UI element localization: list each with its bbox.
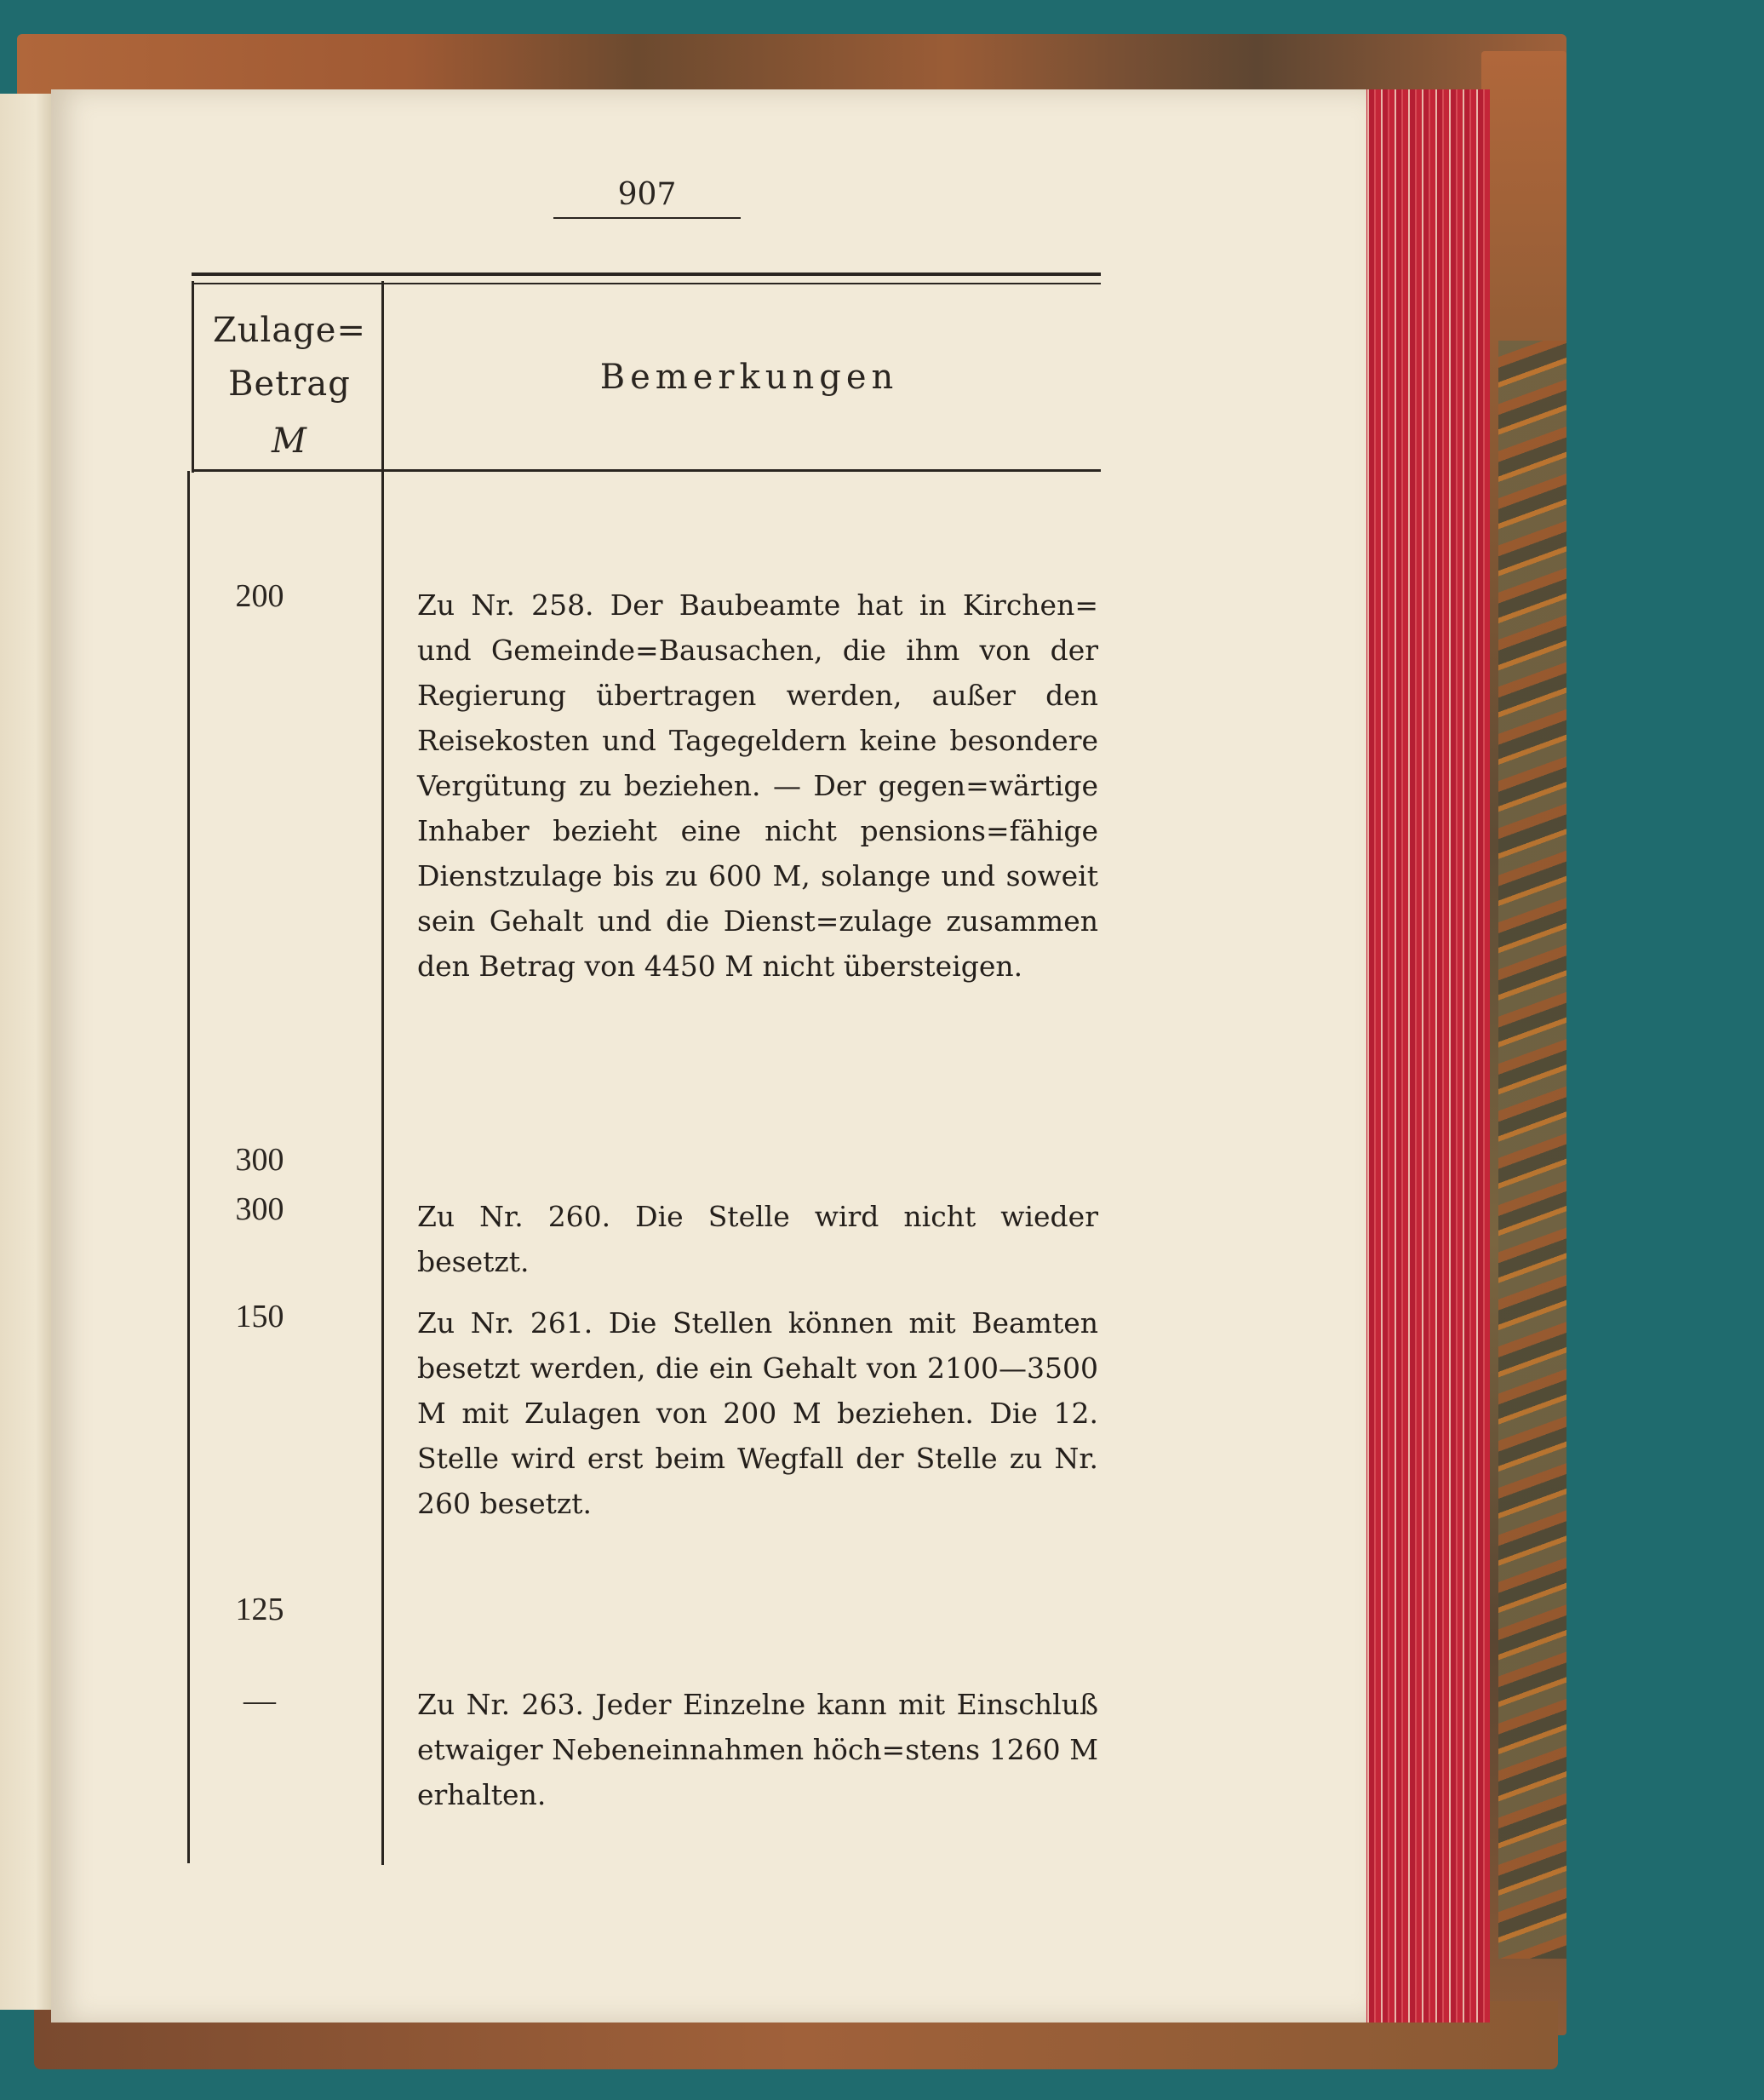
- header-zulage-line1: Zulage=: [213, 311, 366, 350]
- header-bemerkungen: Bemerkungen: [599, 358, 899, 397]
- page-number: 907: [617, 177, 677, 212]
- remark-nr-261: Zu Nr. 261. Die Stellen können mit Beamten besetzt werden, die ein Gehalt von 2100—3500 M mit Zulagen von 200 M beziehen. Die 12. Stelle wird erst beim Wegfall der Stelle zu Nr. 260 besetzt.: [417, 1306, 1098, 1520]
- column-divider: [381, 281, 384, 1865]
- remark-nr-263: Zu Nr. 263. Jeder Einzelne kann mit Einschluß etwaiger Nebeneinnahmen höch=stens 1260 M erhalten.: [417, 1688, 1098, 1811]
- remark-nr-260: Zu Nr. 260. Die Stelle wird nicht wieder besetzt.: [417, 1200, 1098, 1278]
- remark-nr-258: Zu Nr. 258. Der Baubeamte hat in Kirchen= und Gemeinde=Bausachen, die ihm von der Regierung übertragen werden, außer den Reisekosten und Tagegeldern keine besondere Vergütung zu beziehen. — Der gegen=wärtige Inhaber bezieht eine nicht pensions=fähige Dienstzulage bis zu 600 M, solange und soweit sein Gehalt und die Dienst=zulage zusammen den Betrag von 4450 M nicht übersteigen.: [417, 588, 1098, 983]
- table-left-border: [192, 281, 194, 473]
- header-zulage-unit: M: [272, 422, 307, 461]
- amount-cell: 300: [235, 1142, 284, 1178]
- header-zulage-line2: Betrag: [228, 364, 351, 404]
- red-page-edges: [1362, 89, 1490, 2023]
- amount-cell: 300: [235, 1191, 284, 1227]
- table-left-border-body: [187, 471, 190, 1863]
- table-header-rule: [192, 469, 1101, 472]
- amount-cell: —: [243, 1683, 276, 1718]
- table-top-rule-thick: [192, 273, 1101, 276]
- page-number-rule: [553, 217, 741, 219]
- table-top-rule-thin: [192, 283, 1101, 284]
- marbled-spine: [1498, 341, 1566, 1959]
- amount-cell: 150: [235, 1299, 284, 1334]
- amount-cell: 200: [235, 578, 284, 614]
- amount-cell: 125: [235, 1592, 284, 1627]
